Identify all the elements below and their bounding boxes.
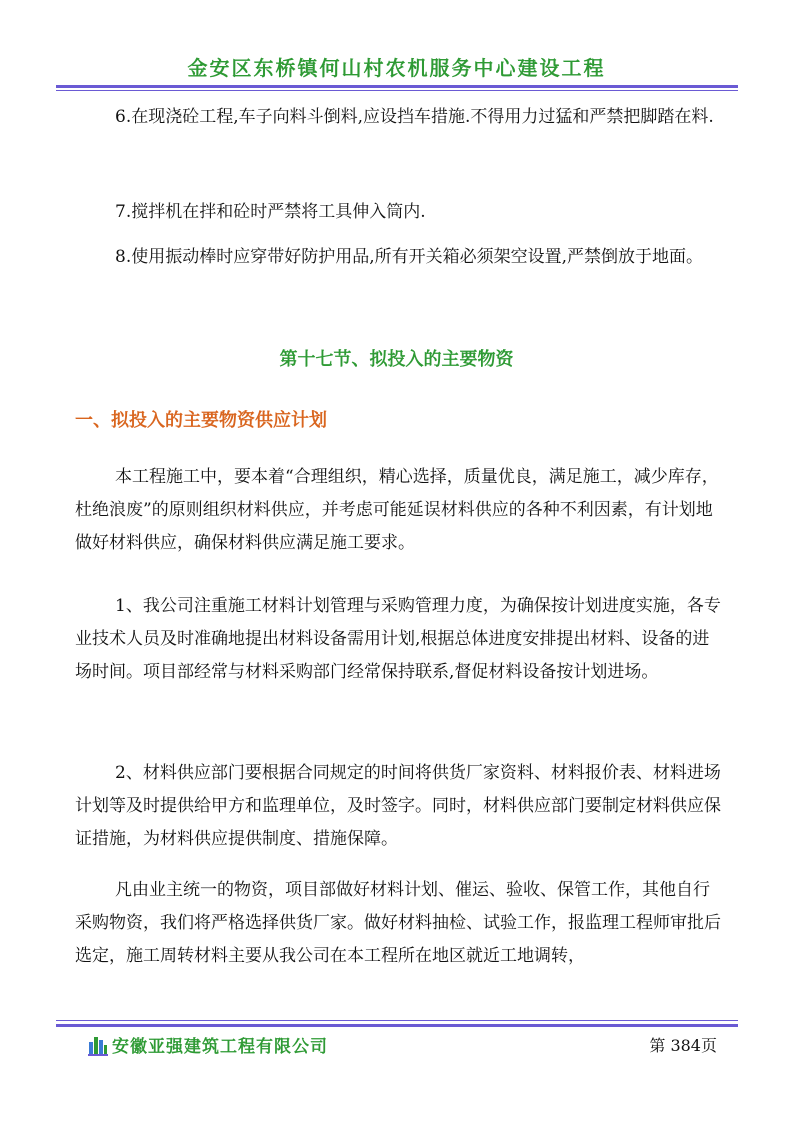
footer-company: [88, 1032, 328, 1057]
paragraph-6: 6.在现浇砼工程,车子向料斗倒料,应设挡车措施.不得用力过猛和严禁把脚踏在料.: [115, 107, 714, 127]
section-title: 第十七节、拟投入的主要物资: [279, 349, 514, 370]
building-logo-icon: [88, 1034, 108, 1056]
footer-rule-thick: [56, 1024, 738, 1027]
header-rule-thick: [56, 85, 738, 88]
sub-heading: 一、拟投入的主要物资供应计划: [75, 410, 327, 431]
intro-paragraph: 本工程施工中，要本着“合理组织，精心选择，质量优良，满足施工，减少库存，杜绝浪废”的原则组织材料供应，并考虑可能延误材料供应的各种不利因素，有计划地做好材料供应，确保材料供应满足施工要求。: [75, 467, 719, 553]
item-3-paragraph: 凡由业主统一的物资，项目部做好材料计划、催运、验收、保管工作，其他自行采购物资，我们将严格选择供货厂家。做好材料抽检、试验工作，报监理工程师审批后选定，施工周转材料主要从我公司在本工程所在地区就近工地调转，: [75, 880, 721, 966]
footer-page-number: 第 384页: [649, 1036, 717, 1055]
paragraph-8: 8.使用振动棒时应穿带好防护用品,所有开关箱必须架空设置,严禁倒放于地面。: [115, 247, 704, 267]
header-rule-thin: [56, 90, 738, 91]
paragraph-7: 7.搅拌机在拌和砼时严禁将工具伸入筒内.: [115, 202, 426, 222]
item-2-paragraph: 2、材料供应部门要根据合同规定的时间将供货厂家资料、材料报价表、材料进场计划等及时提供给甲方和监理单位，及时签字。同时，材料供应部门要制定材料供应保证措施，为材料供应提供制度、措施保障。: [75, 763, 721, 849]
footer-company-name: 安徽亚强建筑工程有限公司: [112, 1037, 328, 1057]
item-1-paragraph: 1、我公司注重施工材料计划管理与采购管理力度，为确保按计划进度实施，各专业技术人员及时准确地提出材料设备需用计划,根据总体进度安排提出材料、设备的进场时间。项目部经常与材料采购部门经常保持联系,督促材料设备按计划进场。: [75, 596, 721, 682]
footer-rule-thin: [56, 1020, 738, 1021]
header-title: 金安区东桥镇何山村农机服务中心建设工程: [187, 56, 606, 80]
